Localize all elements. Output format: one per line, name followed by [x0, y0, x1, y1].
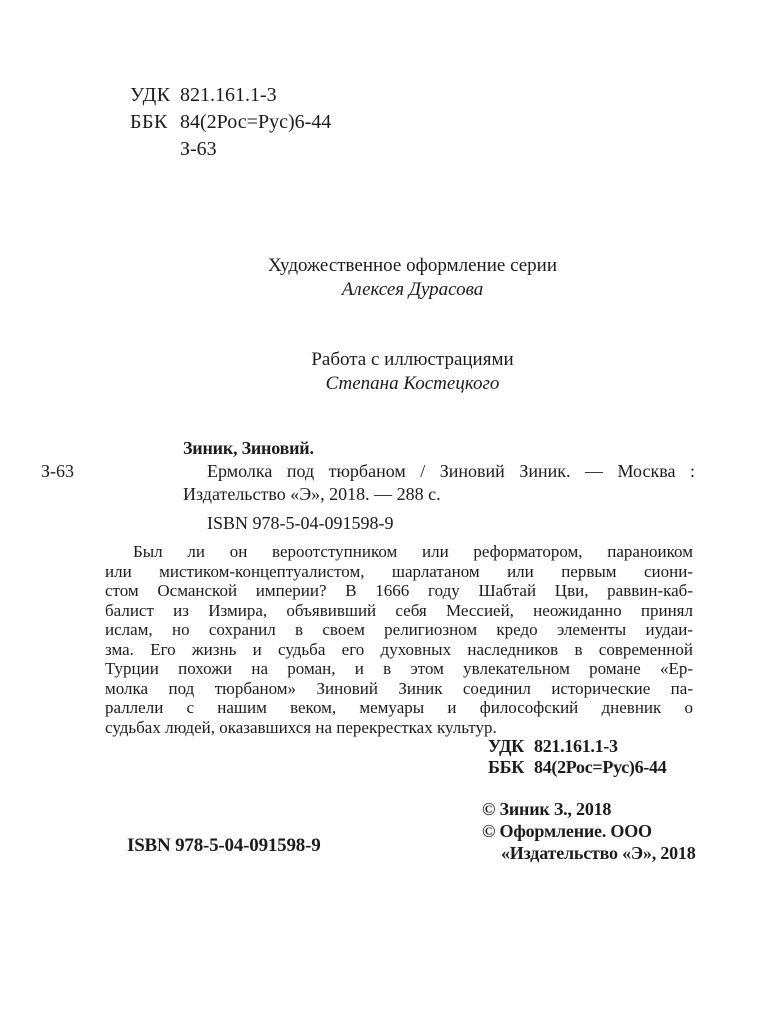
card-title-line: Ермолка под тюрбаном / Зиновий Зиник. — Москва :: [207, 461, 695, 481]
annotation-line: Турции похожи на роман, и в этом увлекательном романе «Ер-: [105, 659, 693, 678]
annotation-line: Был ли он вероотступником или реформатором, параноиком: [133, 542, 693, 561]
copyright-author: © Зиник З., 2018: [482, 799, 612, 819]
copyright-design: © Оформление. ООО: [482, 821, 652, 841]
udc-value: 821.161.1-3: [180, 84, 277, 106]
card-author-heading: Зиник, Зиновий.: [183, 438, 314, 458]
annotation-line: зма. Его жизнь и судьба его духовных наследников в современной: [105, 639, 693, 659]
annotation-line: стом Османской империи? В 1666 году Шабтай Цви, раввин-каб-: [105, 581, 693, 600]
bottom-udc-value: 821.161.1-3: [534, 736, 618, 756]
author-sign: З-63: [180, 138, 217, 160]
top-classification-block: [130, 82, 331, 163]
series-design-role: Художественное оформление серии: [267, 255, 558, 276]
series-design-credit: [90, 254, 735, 302]
card-publisher-line: Издательство «Э», 2018. — 288 с.: [183, 484, 441, 504]
udc-label: УДК: [130, 84, 171, 106]
copyright-publisher: «Издательство «Э», 2018: [501, 843, 696, 863]
card-isbn: ISBN 978-5-04-091598-9: [207, 513, 394, 533]
copyright-block: [482, 798, 696, 864]
annotation-line: или мистиком-концептуалистом, шарлатаном или первым сиони-: [105, 561, 693, 581]
bottom-classification-block: [488, 736, 666, 778]
illustrations-name: Степана Костецкого: [325, 373, 500, 394]
annotation-line: молка под тюрбаном» Зиновий Зиник соединил исторические па-: [105, 678, 693, 698]
bbk-value: 84(2Рос=Рус)6-44: [180, 111, 332, 133]
footer-isbn: ISBN 978-5-04-091598-9: [127, 835, 321, 856]
catalog-card-body: [41, 437, 695, 535]
author-sign-spacer: [130, 136, 180, 163]
annotation-line: раллели с нашим веком, мемуары и философский дневник о: [105, 698, 693, 717]
illustrations-credit: [90, 348, 735, 396]
bottom-bbk-value: 84(2Рос=Рус)6-44: [534, 757, 667, 777]
credits-block: [90, 254, 735, 396]
series-design-name: Алексея Дурасова: [341, 279, 484, 300]
bottom-udc-label: УДК: [488, 736, 524, 756]
annotation-line: ислам, но сохранил в своем религиозном кредо элементы иудаи-: [105, 620, 693, 639]
bbk-label: ББК: [130, 111, 168, 133]
annotation-paragraph: [105, 542, 693, 737]
illustrations-role: Работа с иллюстрациями: [311, 349, 514, 370]
catalog-card: [41, 437, 695, 535]
bottom-bbk-label: ББК: [488, 757, 524, 777]
annotation-line: балист из Измира, объявивший себя Мессией, неожиданно принял: [105, 600, 693, 620]
card-author-sign: З-63: [41, 461, 75, 481]
annotation-line: судьбах людей, оказавшихся на перекрестках культур.: [105, 717, 497, 737]
